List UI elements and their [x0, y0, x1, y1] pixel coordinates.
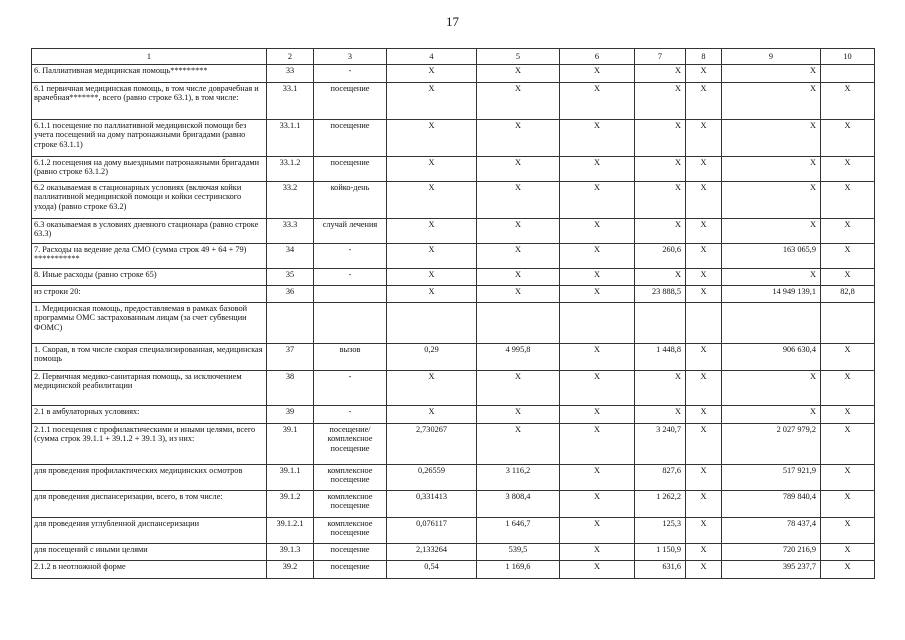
table-cell: X — [635, 219, 686, 244]
table-cell: 2,133264 — [387, 544, 477, 561]
table-row — [32, 544, 875, 561]
table-cell: X — [686, 182, 722, 219]
column-header: 3 — [314, 49, 387, 65]
table-cell: X — [477, 371, 560, 406]
table-cell: X — [686, 269, 722, 286]
table-cell: X — [821, 518, 875, 544]
table-cell: X — [821, 120, 875, 157]
table-cell: X — [821, 83, 875, 120]
table-cell: вызов — [314, 344, 387, 371]
table-cell: 82,8 — [821, 286, 875, 303]
row-label-cell: из строки 20: — [32, 286, 267, 303]
table-cell: X — [686, 371, 722, 406]
table-cell: X — [821, 424, 875, 465]
table-cell: 33.2 — [267, 182, 314, 219]
row-label-cell: 7. Расходы на ведение дела СМО (сумма строк 49 + 64 + 79) *********** — [32, 244, 267, 269]
row-label-cell: 2. Первичная медико-санитарная помощь, за исключением медицинской реабилитации — [32, 371, 267, 406]
table-cell: X — [821, 219, 875, 244]
table-cell: 37 — [267, 344, 314, 371]
table-cell: 125,3 — [635, 518, 686, 544]
column-header: 5 — [477, 49, 560, 65]
table-row — [32, 303, 875, 344]
table-cell: X — [635, 406, 686, 424]
table-cell: 3 240,7 — [635, 424, 686, 465]
table-cell: 1 150,9 — [635, 544, 686, 561]
table-row — [32, 518, 875, 544]
table-cell: X — [387, 286, 477, 303]
table-cell: 789 840,4 — [722, 491, 821, 518]
row-label-cell: 6. Паллиативная медицинская помощь********* — [32, 65, 267, 83]
table-row — [32, 65, 875, 83]
table-cell — [387, 303, 477, 344]
table-cell: X — [686, 219, 722, 244]
table-cell: посещение — [314, 120, 387, 157]
table-cell: посещение — [314, 157, 387, 182]
table-cell: 14 949 139,1 — [722, 286, 821, 303]
table-cell: X — [387, 83, 477, 120]
table-cell — [267, 303, 314, 344]
table-cell: X — [686, 465, 722, 491]
table-cell: X — [477, 424, 560, 465]
table-cell: X — [821, 371, 875, 406]
table-cell: X — [477, 244, 560, 269]
column-header: 2 — [267, 49, 314, 65]
table-cell: X — [821, 465, 875, 491]
table-row — [32, 182, 875, 219]
table-cell: 33.3 — [267, 219, 314, 244]
table-cell: 39.1 — [267, 424, 314, 465]
table-cell — [722, 303, 821, 344]
table-cell: случай лечения — [314, 219, 387, 244]
table-cell: X — [686, 518, 722, 544]
table-header-row — [32, 49, 875, 65]
table-row — [32, 465, 875, 491]
table-cell: X — [635, 269, 686, 286]
table-cell: X — [821, 491, 875, 518]
table-cell: X — [635, 371, 686, 406]
table-cell: X — [722, 120, 821, 157]
table-cell: посещение/ комплексное посещение — [314, 424, 387, 465]
column-header: 8 — [686, 49, 722, 65]
table-cell: X — [387, 371, 477, 406]
data-table — [31, 48, 875, 579]
table-cell: 0,54 — [387, 561, 477, 579]
table-cell: X — [560, 83, 635, 120]
table-cell: 0,26559 — [387, 465, 477, 491]
table-cell: - — [314, 269, 387, 286]
row-label-cell: для проведения диспансеризации, всего, в том числе: — [32, 491, 267, 518]
table-cell: X — [477, 65, 560, 83]
table-row — [32, 244, 875, 269]
table-row — [32, 491, 875, 518]
table-cell: X — [560, 269, 635, 286]
row-label-cell: 1. Медицинская помощь, предоставляемая в рамках базовой программы ОМС застрахованным лицам (за счет субвенции ФОМС) — [32, 303, 267, 344]
table-cell: 39.1.3 — [267, 544, 314, 561]
table-cell: X — [722, 406, 821, 424]
table-cell: X — [686, 406, 722, 424]
table-cell — [560, 303, 635, 344]
table-cell: X — [387, 120, 477, 157]
table-cell: посещение — [314, 544, 387, 561]
table-cell: 78 437,4 — [722, 518, 821, 544]
table-cell: X — [686, 157, 722, 182]
row-label-cell: 2.1 в амбулаторных условиях: — [32, 406, 267, 424]
table-row — [32, 120, 875, 157]
table-cell: X — [477, 269, 560, 286]
table-cell: 1 448,8 — [635, 344, 686, 371]
table-cell: X — [686, 544, 722, 561]
table-cell: 539,5 — [477, 544, 560, 561]
table-cell: 0,29 — [387, 344, 477, 371]
column-header: 6 — [560, 49, 635, 65]
table-cell: X — [686, 424, 722, 465]
table-cell: посещение — [314, 561, 387, 579]
table-cell: койко-день — [314, 182, 387, 219]
table-row — [32, 269, 875, 286]
table-cell: комплексное посещение — [314, 465, 387, 491]
table-row — [32, 406, 875, 424]
table-cell: X — [635, 157, 686, 182]
table-cell: 163 065,9 — [722, 244, 821, 269]
table-cell: X — [477, 182, 560, 219]
table-cell: - — [314, 371, 387, 406]
table-cell: X — [635, 120, 686, 157]
table-cell: X — [560, 518, 635, 544]
table-cell: X — [560, 286, 635, 303]
row-label-cell: для проведения профилактических медицинских осмотров — [32, 465, 267, 491]
table-cell: X — [387, 269, 477, 286]
table-cell: 0,076117 — [387, 518, 477, 544]
table-cell: X — [635, 83, 686, 120]
table-cell: 34 — [267, 244, 314, 269]
table-row — [32, 219, 875, 244]
table-cell: 39.1.2.1 — [267, 518, 314, 544]
column-header: 4 — [387, 49, 477, 65]
table-cell: X — [477, 286, 560, 303]
table-cell: 33.1 — [267, 83, 314, 120]
table-cell: X — [387, 406, 477, 424]
table-cell: 906 630,4 — [722, 344, 821, 371]
column-header: 7 — [635, 49, 686, 65]
row-label-cell: 6.1.1 посещение по паллиативной медицинской помощи без учета посещений на дому патронажными бригадами (равно строке 63.1.1) — [32, 120, 267, 157]
table-cell: X — [477, 120, 560, 157]
table-cell: X — [686, 286, 722, 303]
table-cell: X — [560, 424, 635, 465]
table-cell: X — [477, 157, 560, 182]
table-cell: X — [821, 561, 875, 579]
table-cell: 39.1.1 — [267, 465, 314, 491]
table-cell: комплексное посещение — [314, 491, 387, 518]
table-cell: 517 921,9 — [722, 465, 821, 491]
table-cell: X — [722, 83, 821, 120]
table-cell: X — [686, 120, 722, 157]
table-row — [32, 286, 875, 303]
table-cell: 39.2 — [267, 561, 314, 579]
row-label-cell: для посещений с иными целями — [32, 544, 267, 561]
table-cell: 39.1.2 — [267, 491, 314, 518]
table-cell: - — [314, 65, 387, 83]
table-cell: X — [560, 344, 635, 371]
table-cell: X — [560, 544, 635, 561]
table-cell: X — [560, 371, 635, 406]
table-cell: X — [635, 182, 686, 219]
table-cell: X — [722, 182, 821, 219]
table-cell: посещение — [314, 83, 387, 120]
column-header: 10 — [821, 49, 875, 65]
table-cell: X — [477, 219, 560, 244]
table-row — [32, 561, 875, 579]
row-label-cell: 6.2 оказываемая в стационарных условиях (включая койки паллиативной медицинской помощи и койки сестринского ухода) (равно строке 63.2) — [32, 182, 267, 219]
table-cell: 1 646,7 — [477, 518, 560, 544]
table-cell: - — [314, 406, 387, 424]
table-row — [32, 344, 875, 371]
table-row — [32, 371, 875, 406]
table-cell: X — [821, 344, 875, 371]
table-cell: 33.1.1 — [267, 120, 314, 157]
row-label-cell: 2.1.1 посещения с профилактическими и иными целями, всего (сумма строк 39.1.1 + 39.1.2 + 39.1 3), из них: — [32, 424, 267, 465]
table-cell — [477, 303, 560, 344]
table-cell: X — [560, 561, 635, 579]
table-cell: X — [686, 344, 722, 371]
row-label-cell: 6.3 оказываемая в условиях дневного стационара (равно строке 63.3) — [32, 219, 267, 244]
table-cell: X — [560, 182, 635, 219]
column-header: 9 — [722, 49, 821, 65]
table-cell: X — [560, 491, 635, 518]
table-cell: 631,6 — [635, 561, 686, 579]
table-cell: X — [686, 244, 722, 269]
table-cell: 720 216,9 — [722, 544, 821, 561]
table-cell: X — [560, 465, 635, 491]
table-cell: 33.1.2 — [267, 157, 314, 182]
table-cell: X — [722, 269, 821, 286]
table-cell: X — [686, 65, 722, 83]
table-cell: X — [387, 244, 477, 269]
table-cell: X — [635, 65, 686, 83]
table-cell: 35 — [267, 269, 314, 286]
row-label-cell: 6.1.2 посещения на дому выездными патронажными бригадами (равно строке 63.1.2) — [32, 157, 267, 182]
table-cell: 3 808,4 — [477, 491, 560, 518]
table-cell: - — [314, 244, 387, 269]
table-cell: комплексное посещение — [314, 518, 387, 544]
row-label-cell: 6.1 первичная медицинская помощь, в том числе доврачебная и врачебная*******, всего (равно строке 63.1), в том числе: — [32, 83, 267, 120]
table-cell: X — [722, 219, 821, 244]
table-cell: 39 — [267, 406, 314, 424]
table-cell: 827,6 — [635, 465, 686, 491]
table-cell: X — [387, 157, 477, 182]
table-cell: X — [686, 561, 722, 579]
table-cell: 3 116,2 — [477, 465, 560, 491]
table-cell: X — [722, 157, 821, 182]
table-cell: 1 169,6 — [477, 561, 560, 579]
table-cell: 260,6 — [635, 244, 686, 269]
table-cell — [635, 303, 686, 344]
table-cell: X — [560, 65, 635, 83]
table-cell — [314, 286, 387, 303]
table-cell: X — [686, 491, 722, 518]
table-cell: X — [560, 244, 635, 269]
table-cell: 2,730267 — [387, 424, 477, 465]
table-row — [32, 83, 875, 120]
table-cell: X — [560, 120, 635, 157]
table-cell: 395 237,7 — [722, 561, 821, 579]
table-row — [32, 157, 875, 182]
table-cell: X — [821, 244, 875, 269]
table-cell: X — [560, 157, 635, 182]
table-cell — [821, 65, 875, 83]
row-label-cell: 2.1.2 в неотложной форме — [32, 561, 267, 579]
table-cell: 23 888,5 — [635, 286, 686, 303]
table-cell: X — [821, 157, 875, 182]
table-cell: X — [821, 269, 875, 286]
table-cell: 33 — [267, 65, 314, 83]
row-label-cell: 1. Скорая, в том числе скорая специализированная, медицинская помощь — [32, 344, 267, 371]
table-cell — [821, 303, 875, 344]
table-cell: X — [560, 406, 635, 424]
table-cell: X — [686, 83, 722, 120]
table-cell: 36 — [267, 286, 314, 303]
table-cell — [686, 303, 722, 344]
row-label-cell: для проведения углубленной диспансеризации — [32, 518, 267, 544]
table-cell: 38 — [267, 371, 314, 406]
table-cell: 1 262,2 — [635, 491, 686, 518]
table-cell: X — [722, 371, 821, 406]
table-cell: X — [821, 544, 875, 561]
page-number: 17 — [446, 14, 459, 29]
table-cell: X — [821, 406, 875, 424]
column-header: 1 — [32, 49, 267, 65]
table-cell: 4 995,8 — [477, 344, 560, 371]
table-cell: X — [477, 406, 560, 424]
table-cell: X — [821, 182, 875, 219]
table-cell: X — [560, 219, 635, 244]
table-cell — [314, 303, 387, 344]
table-row — [32, 424, 875, 465]
table-cell: 0,331413 — [387, 491, 477, 518]
table-cell: X — [477, 83, 560, 120]
table-cell: 2 027 979,2 — [722, 424, 821, 465]
table-cell: X — [387, 65, 477, 83]
row-label-cell: 8. Иные расходы (равно строке 65) — [32, 269, 267, 286]
table-cell: X — [722, 65, 821, 83]
table-cell: X — [387, 219, 477, 244]
table-cell: X — [387, 182, 477, 219]
